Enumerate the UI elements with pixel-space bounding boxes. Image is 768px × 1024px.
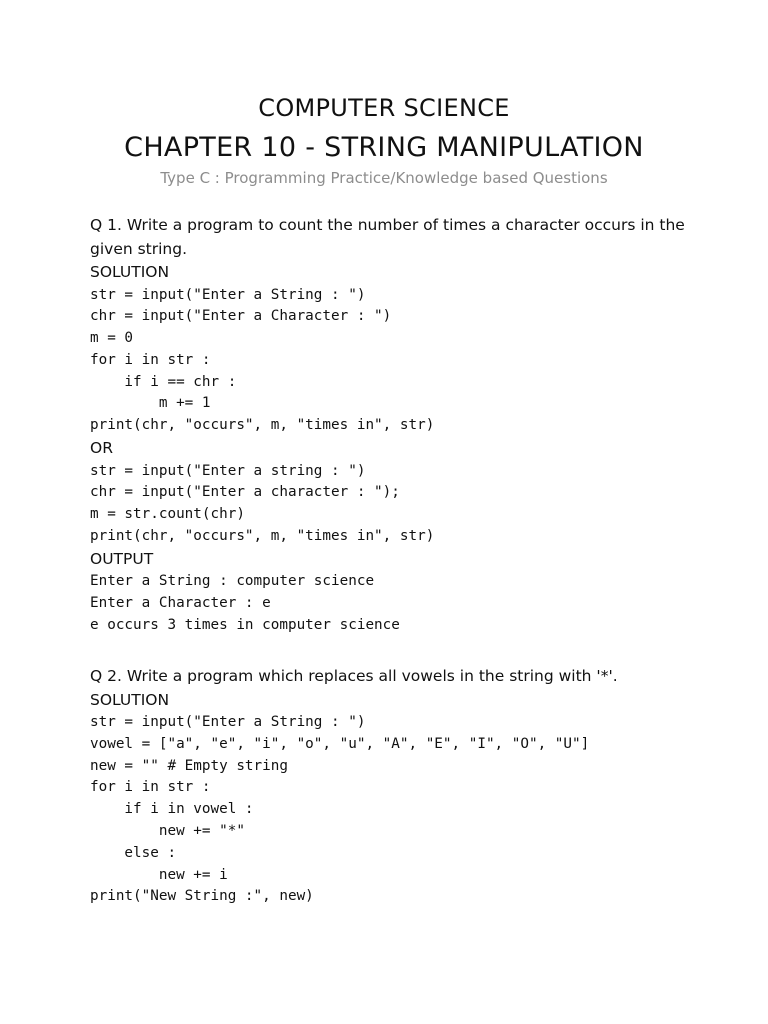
code-line: chr = input("Enter a character : "); xyxy=(90,484,400,501)
code-line: Enter a Character : e xyxy=(90,595,271,612)
code-line: e occurs 3 times in computer science xyxy=(90,616,400,633)
code-line: else : xyxy=(90,844,177,861)
question-1-output xyxy=(90,571,710,636)
document-title: COMPUTER SCIENCE xyxy=(258,94,510,122)
code-line: new += "*" xyxy=(90,822,245,839)
question-2-text: Q 2. Write a program which replaces all vowels in the string with '*'. xyxy=(90,667,618,685)
code-line: if i in vowel : xyxy=(90,801,254,818)
code-line: m = 0 xyxy=(90,330,134,347)
question-2-solution-label: SOLUTION xyxy=(90,690,170,709)
code-line: str = input("Enter a String : ") xyxy=(90,286,366,303)
code-line: new += i xyxy=(90,866,228,883)
question-1-solution-label: SOLUTION xyxy=(90,263,170,281)
code-line: vowel = ["a", "e", "i", "o", "u", "A", "E", "I", "O", "U"] xyxy=(90,735,590,752)
question-1 xyxy=(90,214,710,637)
code-line: if i == chr : xyxy=(90,373,237,390)
question-1-code-b xyxy=(90,461,710,548)
section-subtitle: Type C : Programming Practice/Knowledge based Questions xyxy=(160,169,608,187)
code-line: chr = input("Enter a Character : ") xyxy=(90,308,392,325)
question-1-output-label: OUTPUT xyxy=(90,549,154,568)
code-line: for i in str : xyxy=(90,779,211,796)
code-line: m = str.count(chr) xyxy=(90,506,245,523)
question-1-code-a xyxy=(90,285,710,438)
code-line: m += 1 xyxy=(90,395,211,412)
chapter-title: CHAPTER 10 - STRING MANIPULATION xyxy=(124,132,644,163)
code-line: print("New String :", new) xyxy=(90,888,314,905)
code-line: for i in str : xyxy=(90,351,211,368)
code-line: str = input("Enter a string : ") xyxy=(90,462,366,479)
code-line: str = input("Enter a String : ") xyxy=(90,714,366,730)
question-1-text: Q 1. Write a program to count the number of times a character occurs in the given string. xyxy=(90,216,685,258)
question-1-or-label: OR xyxy=(90,439,113,458)
code-line: Enter a String : computer science xyxy=(90,573,375,590)
code-line: print(chr, "occurs", m, "times in", str) xyxy=(90,527,435,544)
code-line: print(chr, "occurs", m, "times in", str) xyxy=(90,417,435,434)
question-2 xyxy=(90,665,710,908)
code-line: new = "" # Empty string xyxy=(90,757,288,774)
question-2-code xyxy=(90,712,710,908)
